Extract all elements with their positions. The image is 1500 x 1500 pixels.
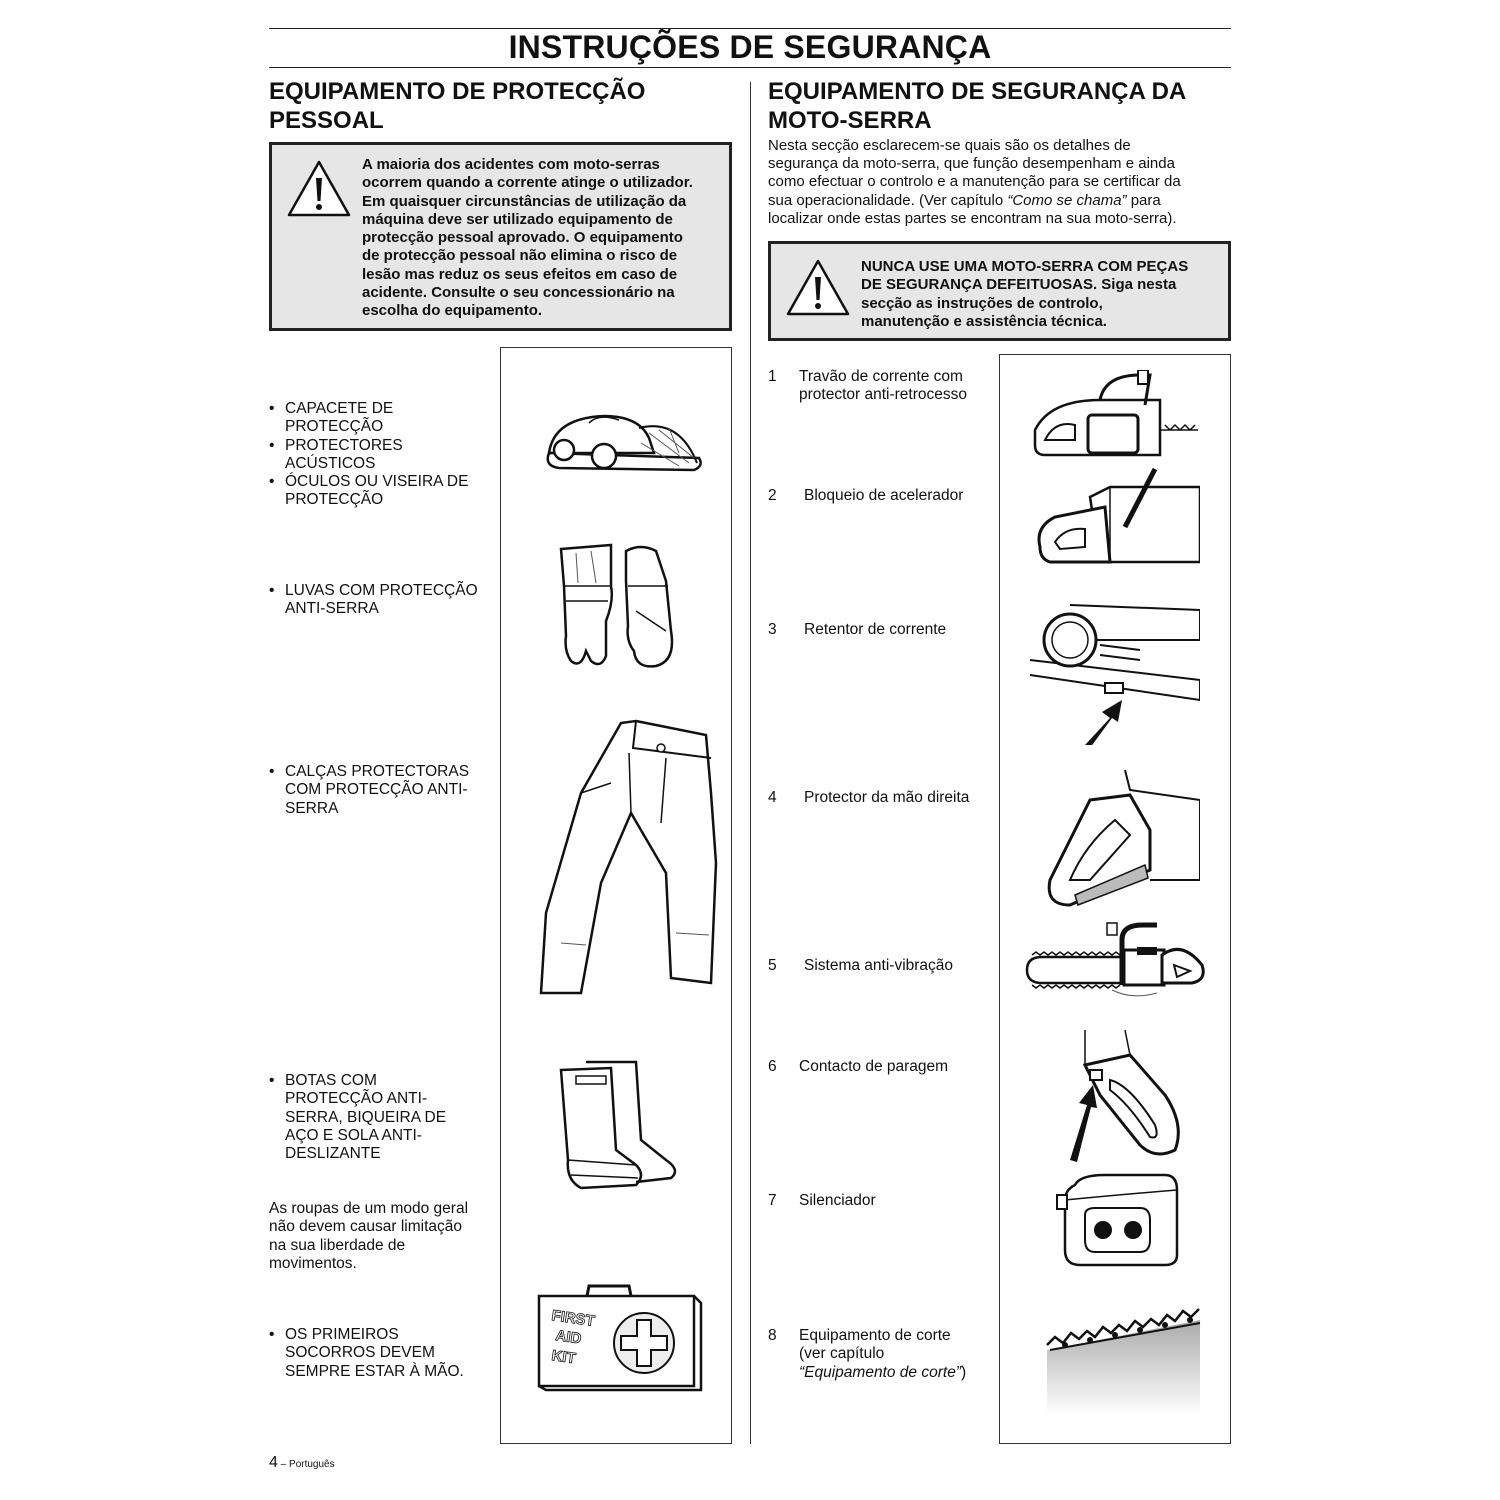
first-aid-kit-icon — [529, 1278, 709, 1398]
ppe-trousers-item — [269, 763, 494, 818]
note-line: movimentos. — [269, 1254, 357, 1272]
ppe-line: COM PROTECÇÃO ANTI- — [285, 781, 468, 799]
warning-line: acidente. Consulte o seu concessionário na — [362, 284, 675, 302]
chainsaw-warning-text — [861, 258, 1227, 331]
item-text — [804, 487, 994, 505]
muffler-icon — [1055, 1170, 1185, 1270]
note-line: As roupas de um modo geral — [269, 1200, 469, 1217]
ppe-boots-list — [269, 1072, 494, 1163]
left-heading-line-1: EQUIPAMENTO DE PROTECÇÃO — [269, 78, 646, 105]
item-line: protector anti-retrocesso — [799, 386, 967, 404]
intro-chapter-ref: “Como se chama” — [1007, 191, 1127, 209]
warning-line: NUNCA USE UMA MOTO-SERRA COM PEÇAS — [861, 258, 1189, 275]
item-number: 1 — [768, 368, 777, 385]
ppe-warning-box — [269, 142, 732, 331]
warning-line: manutenção e assistência técnica. — [861, 312, 1107, 330]
stop-switch-icon — [1055, 1025, 1205, 1165]
item-line: Retentor de corrente — [804, 621, 947, 638]
ppe-line: • CALÇAS PROTECTORAS — [285, 763, 470, 780]
warning-line: Em quaisquer circunstâncias de utilização da — [362, 192, 687, 210]
ppe-line: PROTECÇÃO — [285, 418, 384, 436]
ppe-line: SERRA — [285, 799, 339, 817]
intro-line: localizar onde estas partes se encontram na sua moto-serra). — [768, 209, 1177, 227]
ppe-warning-text — [362, 156, 728, 321]
ppe-gloves-item — [269, 582, 494, 619]
column-divider — [750, 82, 751, 1444]
ppe-line: • PROTECTORES — [285, 436, 403, 454]
item-line: Equipamento de corte — [799, 1327, 951, 1344]
page-footer — [269, 1454, 335, 1472]
ppe-ear-item — [269, 437, 494, 474]
note-line: na sua liberdade de — [269, 1236, 406, 1254]
gloves-icon — [556, 541, 706, 671]
ppe-firstaid-list — [269, 1326, 494, 1381]
item-number: 4 — [768, 789, 777, 806]
item-text — [799, 1327, 989, 1382]
item-line: Bloqueio de acelerador — [804, 487, 964, 504]
item-text-end: ) — [960, 1363, 967, 1381]
item-line: Travão de corrente com — [799, 368, 963, 385]
title-rule — [269, 67, 1231, 68]
left-heading-line-2: PESSOAL — [269, 107, 384, 134]
footer-language: – Português — [277, 1459, 335, 1470]
trousers-icon — [521, 713, 721, 1003]
item-line: Protector da mão direita — [804, 789, 970, 806]
cutting-equipment-icon — [1045, 1305, 1205, 1415]
intro-text: sua operacionalidade. (Ver capítulo — [768, 191, 1008, 209]
intro-line: segurança da moto-serra, que função desempenham e ainda — [768, 155, 1175, 173]
warning-triangle-icon — [785, 258, 851, 318]
page-number: 4 — [269, 1454, 278, 1471]
left-heading — [269, 77, 645, 135]
right-heading — [768, 77, 1186, 135]
item-number: 5 — [768, 957, 777, 974]
ppe-line: DESLIZANTE — [285, 1145, 381, 1163]
first-aid-label-aid: AID — [554, 1327, 583, 1348]
item-line: Silenciador — [799, 1192, 876, 1209]
ppe-trousers-list — [269, 763, 494, 818]
note-line: não devem causar limitação — [269, 1218, 462, 1236]
warning-triangle-icon — [286, 159, 352, 219]
intro-text: para — [1126, 191, 1161, 209]
ppe-line: SERRA, BIQUEIRA DE — [285, 1108, 447, 1126]
chainsaw-illustration-frame — [999, 354, 1231, 1444]
warning-line: máquina deve ser utilizado equipamento de — [362, 210, 673, 228]
right-hand-guard-icon — [1030, 770, 1200, 910]
ppe-boots-item — [269, 1072, 494, 1163]
ppe-line: • CAPACETE DE — [285, 400, 394, 417]
chain-brake-icon — [1030, 370, 1200, 460]
right-heading-line-2: MOTO-SERRA — [768, 107, 932, 134]
ppe-eye-item — [269, 473, 494, 510]
item-text — [799, 368, 989, 405]
ppe-line: PROTECÇÃO — [285, 491, 384, 509]
chainsaw-warning-box — [768, 241, 1231, 341]
warning-line: de protecção pessoal não elimina o risco de — [362, 247, 678, 265]
chapter-ref: “Equipamento de corte” — [799, 1363, 961, 1381]
warning-line: escolha do equipamento. — [362, 302, 543, 320]
intro-line: Nesta secção esclarecem-se quais são os detalhes de — [768, 137, 1131, 154]
page-title: INSTRUÇÕES DE SEGURANÇA — [508, 29, 992, 65]
first-aid-label-kit: KIT — [550, 1347, 577, 1368]
ppe-firstaid-item — [269, 1326, 494, 1381]
item-text — [799, 1192, 989, 1210]
ppe-helmet-item — [269, 400, 494, 437]
throttle-lockout-icon — [1030, 467, 1200, 567]
ppe-line: ANTI-SERRA — [285, 600, 379, 618]
ppe-head-list — [269, 400, 494, 510]
anti-vibration-icon — [1022, 915, 1212, 1005]
helmet-icon — [529, 408, 709, 483]
item-line — [799, 1364, 989, 1382]
item-number: 3 — [768, 621, 777, 638]
ppe-line: SOCORROS DEVEM — [285, 1344, 435, 1362]
ppe-line: AÇO E SOLA ANTI- — [285, 1126, 422, 1144]
item-line: Contacto de paragem — [799, 1058, 949, 1075]
intro-line — [768, 192, 1233, 210]
intro-line: como efectuar o controlo e a manutenção para se certificar da — [768, 173, 1181, 191]
item-line: Sistema anti-vibração — [804, 957, 954, 974]
ppe-line: • OS PRIMEIROS — [285, 1326, 399, 1343]
boots-icon — [556, 1060, 696, 1200]
ppe-line: • ÓCULOS OU VISEIRA DE — [285, 473, 469, 491]
ppe-gloves-list — [269, 582, 494, 619]
warning-line: ocorrem quando a corrente atinge o utilizador. — [362, 174, 693, 192]
item-text — [804, 621, 994, 639]
clothing-note — [269, 1200, 494, 1273]
warning-line: DE SEGURANÇA DEFEITUOSAS. Siga nesta — [861, 276, 1177, 294]
ppe-line: SEMPRE ESTAR À MÃO. — [285, 1362, 464, 1380]
warning-line: lesão mas reduz os seus efeitos em caso de — [362, 265, 678, 283]
ppe-line: PROTECÇÃO ANTI- — [285, 1090, 428, 1108]
ppe-line: • BOTAS COM — [285, 1072, 377, 1089]
first-aid-label-first: FIRST — [550, 1307, 596, 1330]
ppe-line: • LUVAS COM PROTECÇÃO — [285, 582, 478, 599]
item-text — [804, 957, 994, 975]
chain-catcher-icon — [1030, 600, 1200, 745]
ppe-line: ACÚSTICOS — [285, 454, 376, 472]
warning-line: A maioria dos acidentes com moto-serras — [362, 156, 660, 173]
ppe-illustration-frame — [500, 347, 732, 1444]
warning-line: secção as instruções de controlo, — [861, 294, 1103, 312]
item-text — [799, 1058, 989, 1076]
item-number: 8 — [768, 1327, 777, 1344]
item-number: 7 — [768, 1192, 777, 1209]
warning-line: protecção pessoal aprovado. O equipamento — [362, 229, 683, 247]
item-line: (ver capítulo — [799, 1345, 885, 1363]
right-intro — [768, 137, 1233, 228]
item-number: 2 — [768, 487, 777, 504]
right-heading-line-1: EQUIPAMENTO DE SEGURANÇA DA — [768, 78, 1187, 105]
item-text — [804, 789, 994, 807]
item-number: 6 — [768, 1058, 777, 1075]
